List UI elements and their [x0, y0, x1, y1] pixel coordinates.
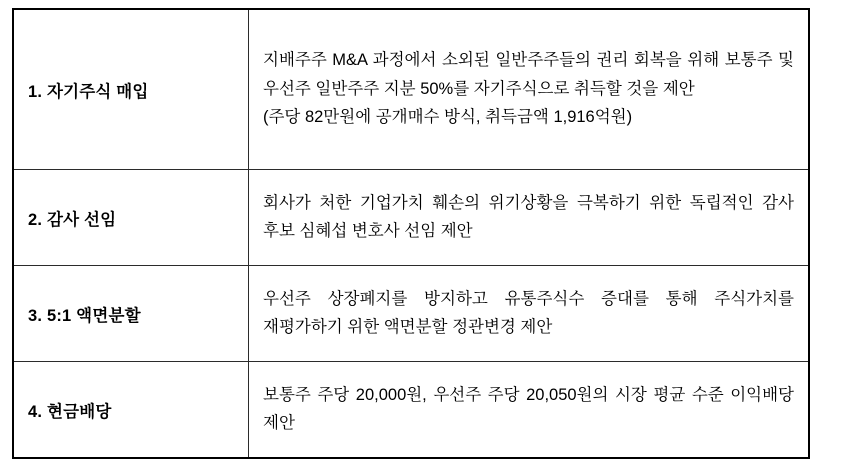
proposal-text: 회사가 처한 기업가치 훼손의 위기상황을 극복하기 위한 독립적인 감사 후보 심혜섭 변호사 선임 제안	[263, 193, 794, 240]
proposal-label-1: 1. 자기주식 매입	[13, 9, 249, 170]
proposal-label-2: 2. 감사 선임	[13, 170, 249, 266]
proposal-content-4	[249, 362, 810, 459]
table-row	[13, 362, 809, 459]
proposal-content-1	[249, 9, 810, 170]
table-body	[13, 9, 809, 458]
proposal-text: 보통주 주당 20,000원, 우선주 주당 20,050원의 시장 평균 수준 이익배당 제안	[263, 385, 794, 432]
table-row	[13, 266, 809, 362]
proposal-note: (주당 82만원에 공개매수 방식, 취득금액 1,916억원)	[263, 108, 633, 127]
proposal-text: 지배주주 M&A 과정에서 소외된 일반주주들의 권리 회복을 위해 보통주 및 우선주 일반주주 지분 50%를 자기주식으로 취득할 것을 제안	[263, 51, 794, 98]
table-row	[13, 9, 809, 170]
proposal-text: 우선주 상장폐지를 방지하고 유통주식수 증대를 통해 주식가치를 재평가하기 위한 액면분할 정관변경 제안	[263, 289, 794, 336]
proposal-table	[12, 8, 810, 459]
proposal-content-2	[249, 170, 810, 266]
table-row	[13, 170, 809, 266]
proposal-label-3: 3. 5:1 액면분할	[13, 266, 249, 362]
proposal-label-4: 4. 현금배당	[13, 362, 249, 459]
proposal-content-3	[249, 266, 810, 362]
